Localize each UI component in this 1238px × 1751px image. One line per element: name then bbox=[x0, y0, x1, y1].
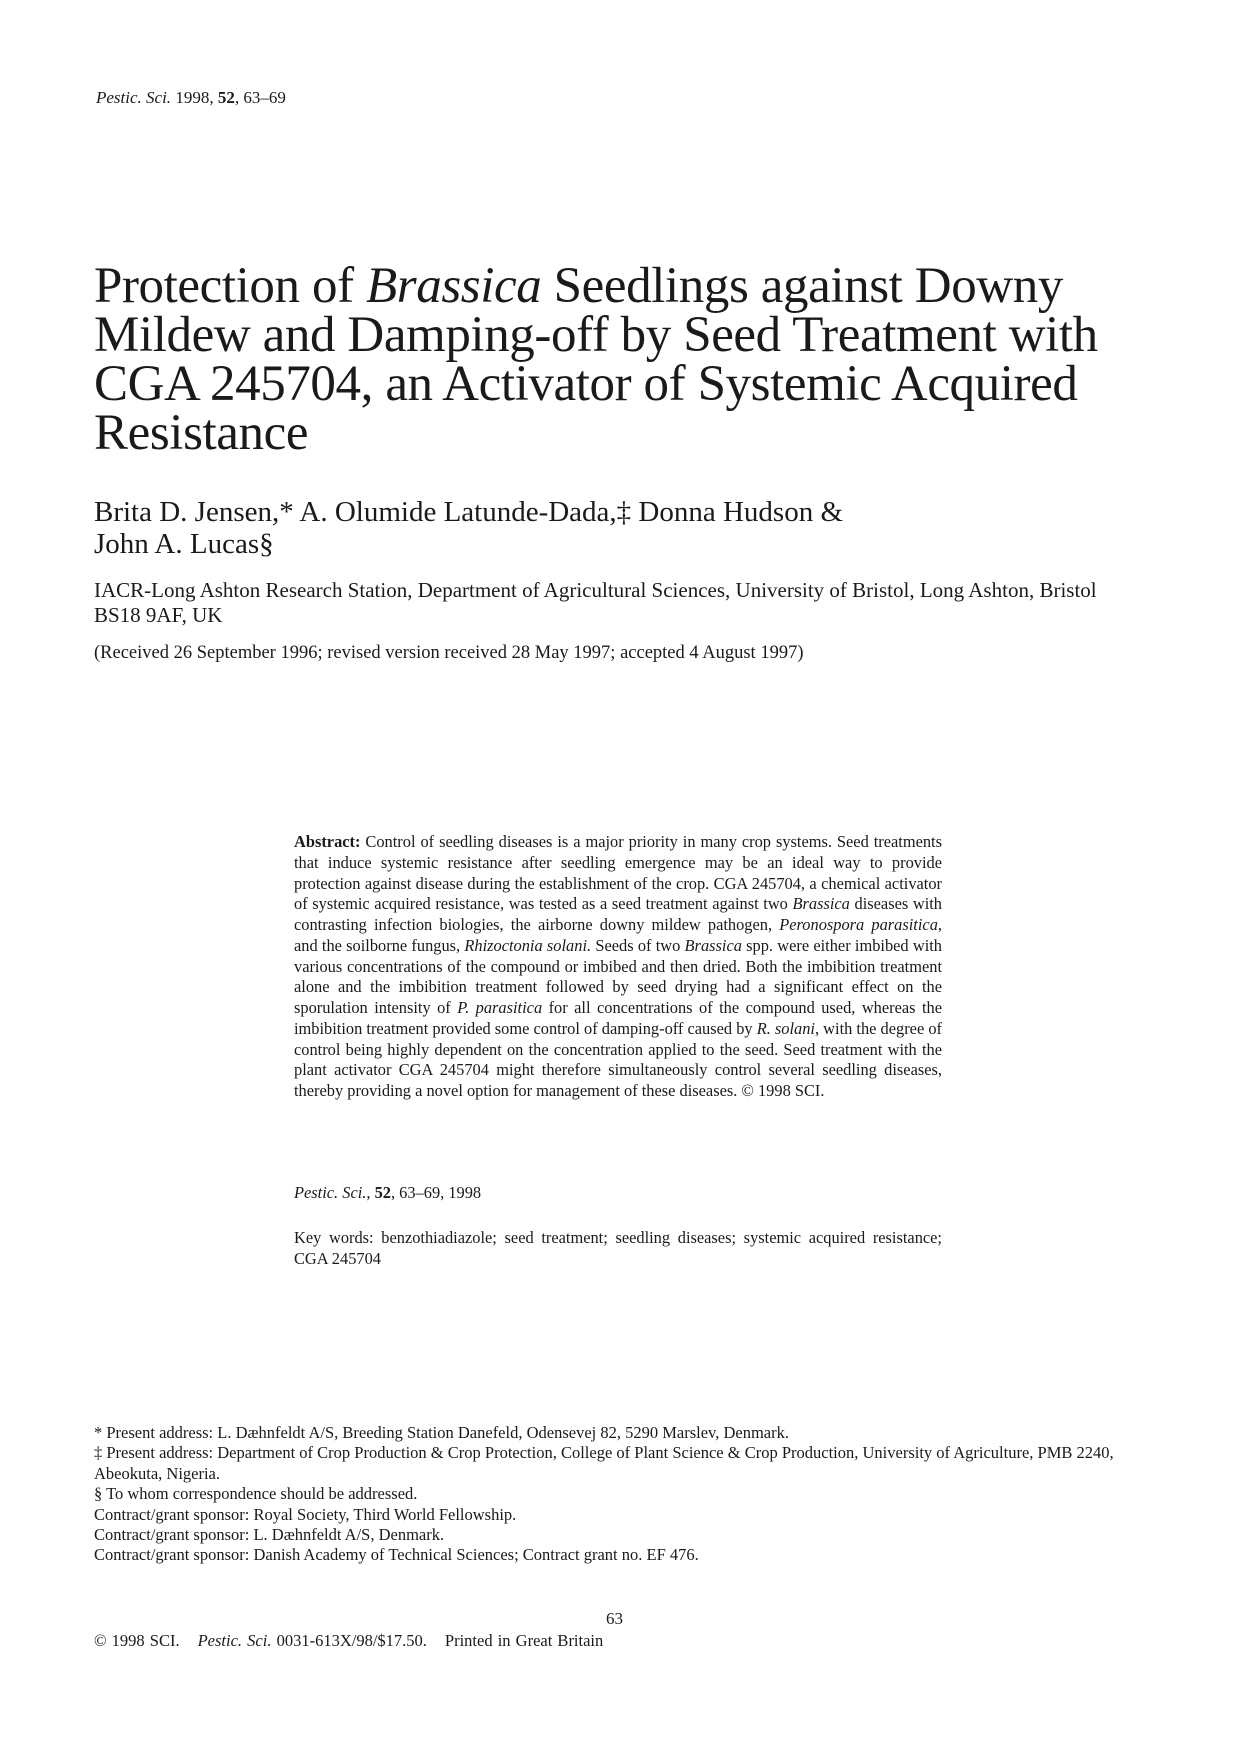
journal-header bbox=[96, 88, 286, 108]
abstract-text-5: spp. were either imbibed with various concentrations of the compound or imbibed and then dried. Both the imbibition treatment alone and the imbibition treatment followed by seed drying had a significant effect on the sporulation intensity of bbox=[294, 935, 943, 1017]
abstract bbox=[294, 832, 942, 1102]
title-part-2: Seedlings against Downy Mildew and Damping-off by Seed Treatment with CGA 245704, an Activator of Systemic Acquired Resistance bbox=[94, 258, 1098, 461]
paper-title bbox=[94, 258, 1174, 461]
received-dates: (Received 26 September 1996; revised version received 28 May 1997; accepted 4 August 1997) bbox=[94, 643, 804, 663]
footer-copyright: © 1998 SCI. bbox=[94, 1631, 180, 1650]
header-pages: , 63–69 bbox=[234, 88, 286, 107]
footnote-present-address-2: ‡ Present address: Department of Crop Production & Crop Protection, College of Plant Science & Crop Production, University of Agriculture, PMB 2240, Abeokuta, Nigeria. bbox=[94, 1443, 1114, 1483]
footnote-sponsor-3: Contract/grant sponsor: Danish Academy of Technical Sciences; Contract grant no. EF 476. bbox=[94, 1545, 699, 1565]
footer-journal: Pestic. Sci. bbox=[197, 1631, 272, 1650]
footnote-correspondence: § To whom correspondence should be addressed. bbox=[94, 1484, 418, 1504]
header-volume: 52 bbox=[217, 88, 235, 107]
abstract-italic-4: Brassica bbox=[684, 935, 742, 955]
title-italic-genus: Brassica bbox=[366, 258, 542, 314]
page-number: 63 bbox=[606, 1609, 623, 1628]
abstract-italic-3: Rhizoctonia solani. bbox=[464, 935, 592, 955]
abstract-italic-1: Brassica bbox=[792, 894, 850, 914]
abstract-italic-5: P. parasitica bbox=[457, 998, 543, 1017]
footnote-present-address-1: * Present address: L. Dæhnfeldt A/S, Breeding Station Danefeld, Odensevej 82, 5290 Marslev, Denmark. bbox=[94, 1423, 789, 1442]
affiliation: IACR-Long Ashton Research Station, Department of Agricultural Sciences, University of Bristol, Long Ashton, Bristol BS18 9AF, UK bbox=[94, 578, 1097, 627]
authors-line-2: John A. Lucas§ bbox=[94, 528, 274, 560]
page-footer bbox=[94, 1631, 603, 1651]
authors-line-1: Brita D. Jensen,* A. Olumide Latunde-Dada,‡ Donna Hudson & bbox=[94, 496, 844, 528]
footnote-sponsor-1: Contract/grant sponsor: Royal Society, Third World Fellowship. bbox=[94, 1504, 517, 1524]
header-journal: Pestic. Sci. bbox=[96, 88, 172, 107]
abstract-text-7: , with the degree of control being highly dependent on the concentration applied to the seed. Seed treatment with the plant activator CGA 245704 might therefore simultaneously control several seedling diseases, thereby providing a novel option for management of these diseases. © 1998 SCI. bbox=[294, 1018, 942, 1100]
keywords: Key words: benzothiadiazole; seed treatment; seedling diseases; systemic acquired resistance; CGA 245704 bbox=[294, 1228, 942, 1268]
abstract-italic-6: R. solani bbox=[756, 1018, 815, 1038]
footer-issn: 0031-613X/98/$17.50. bbox=[271, 1631, 427, 1650]
citation-sep: , bbox=[366, 1183, 375, 1202]
header-year: 1998, bbox=[175, 88, 214, 107]
title-part-1: Protection of bbox=[94, 258, 367, 314]
footer-printed: Printed in Great Britain bbox=[444, 1631, 604, 1650]
citation-volume: 52 bbox=[374, 1183, 391, 1202]
abstract-text-3: , and the soilborne fungus, bbox=[294, 915, 942, 955]
citation-journal: Pestic. Sci. bbox=[294, 1183, 367, 1202]
abstract-text-1: Control of seedling diseases is a major priority in many crop systems. Seed treatments that induce systemic resistance after seedling emergence may be an ideal way to provide protection against disease during the establishment of the crop. CGA 245704, a chemical activator of systemic acquired resistance, was tested as a seed treatment against two bbox=[294, 832, 942, 914]
citation bbox=[294, 1183, 942, 1204]
abstract-text-6: for all concentrations of the compound used, whereas the imbibition treatment provided some control of damping-off caused by bbox=[294, 998, 942, 1038]
abstract-italic-2: Peronospora parasitica bbox=[779, 915, 938, 934]
footnote-sponsor-2: Contract/grant sponsor: L. Dæhnfeldt A/S, Denmark. bbox=[94, 1525, 445, 1545]
footnotes bbox=[94, 1423, 1154, 1566]
authors bbox=[94, 496, 994, 560]
citation-rest: , 63–69, 1998 bbox=[390, 1183, 482, 1202]
abstract-text-2: diseases with contrasting infection biologies, the airborne downy mildew pathogen, bbox=[294, 894, 943, 934]
abstract-text-4: Seeds of two bbox=[591, 935, 685, 955]
abstract-label: Abstract: bbox=[294, 832, 361, 851]
